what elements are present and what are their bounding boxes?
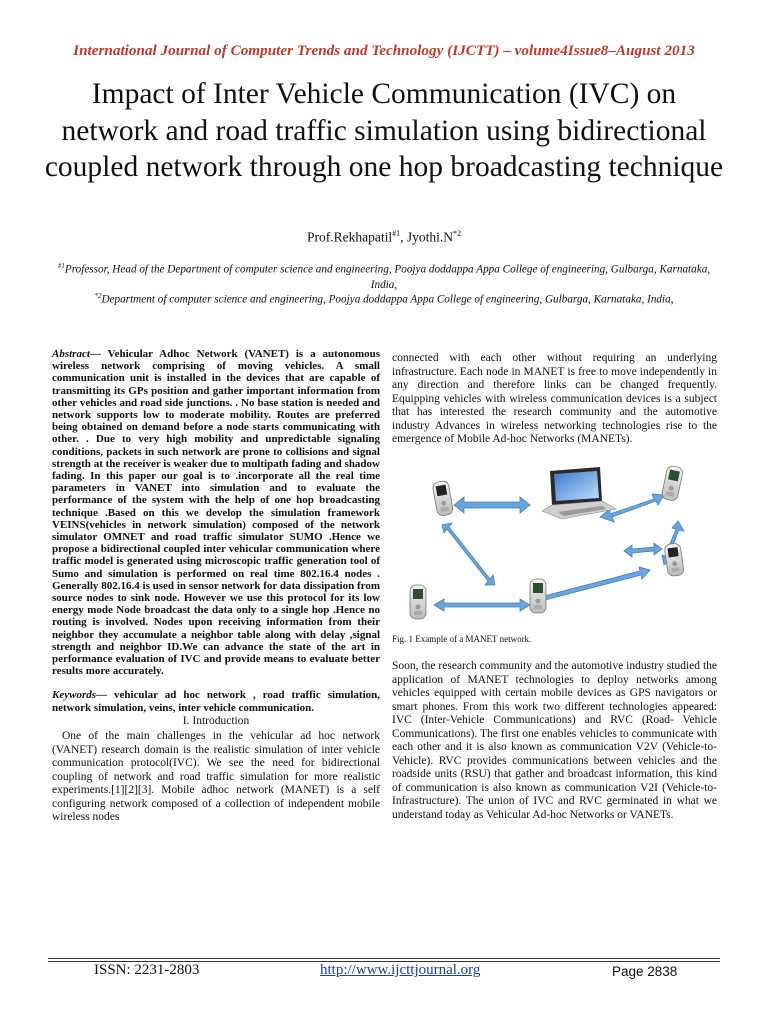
author-mark-1: #1: [392, 229, 401, 238]
arrow-left-to-laptop: [454, 497, 530, 513]
phone-icon: [664, 542, 684, 576]
keywords-dash: —: [96, 689, 114, 702]
affiliation-2: [50, 289, 718, 308]
footer-issn: ISSN: 2231-2803: [94, 962, 200, 978]
phone-icon: [410, 585, 426, 619]
affiliation-1: [50, 259, 718, 293]
page-number: Page 2838: [612, 964, 678, 979]
affiliation-mark-2: *2: [94, 292, 102, 300]
phone-icon: [530, 579, 546, 613]
keywords-text: vehicular ad hoc network , road traffic simulation, network simulation, veins, inter vehicle communication.: [52, 689, 380, 714]
arrow-bottom-left: [434, 599, 530, 611]
manet-network-diagram: [392, 459, 717, 629]
section-heading: I. Introduction: [182, 714, 250, 727]
figure-caption: Fig. 1 Example of a MANET network.: [392, 633, 532, 644]
footer-rule: [48, 958, 720, 959]
phone-icon: [432, 480, 454, 516]
arrow-right-up-link: [624, 543, 662, 557]
abstract-label: Abstract: [52, 348, 90, 360]
affiliation-text-2: Department of computer science and engineering, Poojya doddappa Appa College of engineering, Gulbarga, Karnataka, India,: [101, 293, 674, 306]
author-name-1: Prof.Rekhapatil: [307, 229, 393, 245]
right-paragraph-1: connected with each other without requiring an underlying infrastructure. Each node in MANET is free to move independently in any direction and therefore links can be changed frequently. Equipping vehicles with wireless communication devices is a subject that has interested the research community and the automotive industry Advances in wireless networking technologies rise to the emergence of Mobile Ad-hoc Networks (MANETs).: [392, 352, 717, 445]
author-mark-2: *2: [453, 229, 461, 238]
arrow-left-down: [442, 523, 495, 585]
phone-icon: [661, 465, 684, 502]
author-name-2: , Jyothi.N: [400, 229, 453, 245]
abstract-dash: —: [89, 348, 108, 360]
abstract-text: Vehicular Adhoc Network (VANET) is a autonomous wireless network comprising of moving vehicles. A small communication unit is installed in the devices that are capable of transmitting its GPs position and gather important information from other vehicles and road side junctions. . No base station is needed and network supports low to moderate mobility. Routes are preferred being obtained on demand before a node starts communicating with other. . Due to very high mobility and unpredictable signaling conditions, packets in such network are prone to collisions and signal strength at the receiver is weaker due to multipath fading and shadow fading. In this paper our goal is to .incorporate all the real time parameters in VANET into simulation and to evaluate the performance of the system with the help of one hop broadcasting technique .Based on this we develop the simulation framework VEINS(vehicles in network simulation) composed of the network simulator OMNET and road traffic simulator SUMO .Hence we propose a bidirectional coupled inter vehicular communication where traffic model is generated using microscopic traffic generation tool of Sumo and simulation is performed on real time 802.16.4 nodes . Generally 802.16.4 is used in sensor network for data dissipation from source nodes to sink node. However we use this protocol for its low energy mode Node broadcast the data only to a single hop .Hence no routing is involved. Nodes upon receiving information from their neighbor they accumulate a neighbor table along with delay ,signal strength and neighbor ID.We can advance the state of the art in performance evaluation of IVC and provide means to evaluate better results more accurately.: [52, 348, 380, 678]
affiliation-text-1: Professor, Head of the Department of computer science and engineering, Poojya doddappa Appa College of engineering, Gulbarga, Karnataka, India,: [64, 263, 711, 291]
abstract: [52, 348, 380, 677]
journal-link[interactable]: http://www.ijcttjournal.org: [320, 962, 481, 978]
manet-figure: [392, 459, 717, 629]
keywords: [52, 689, 380, 713]
affiliation-mark-1: #1: [57, 262, 65, 270]
right-paragraph-2: Soon, the research community and the automotive industry studied the application of MANET technologies to deploy networks among vehicles equipped with certain mobile devices as GPS navigators or smart phones. From this work two different technologies appeared: IVC (Inter-Vehicle Communications) and RVC (Road- Vehicle Communications). The first one enables vehicles to communicate with each other and it is also known as communication V2V (Vehicle-to-Vehicle). RVC provides communications between vehicles and the roadside units (RSU) that gather and broadcast information, this kind of communication is also known as communication V2I (Vehicle-to-Infrastructure). The union of IVC and RVC germinated in what we understand today as Vehicular Ad-hoc Networks or VANETs.: [392, 660, 717, 821]
author-line: [0, 229, 768, 246]
laptop-icon: [542, 467, 616, 519]
intro-paragraph: One of the main challenges in the vehicular ad hoc network (VANET) research domain is the realistic simulation of inter vehicle communication protocol(IVC). We see the need for bidirectional coupling of network and road traffic simulation for more realistic experiments.[1][2][3]. Mobile adhoc network (MANET) is a self configuring network composed of a collection of independent mobile wireless nodes: [52, 730, 380, 824]
paper-title: Impact of Inter Vehicle Communication (IVC) on network and road traffic simulation using bidirectional coupled network through one hop broadcasting technique: [44, 78, 724, 183]
journal-header: International Journal of Computer Trends and Technology (IJCTT) – volume4Issue8–August 2013: [73, 42, 695, 59]
arrow-bottom-right: [530, 567, 650, 605]
keywords-label: Keywords: [52, 689, 96, 702]
right-column: [392, 352, 717, 822]
left-column: [52, 348, 380, 825]
